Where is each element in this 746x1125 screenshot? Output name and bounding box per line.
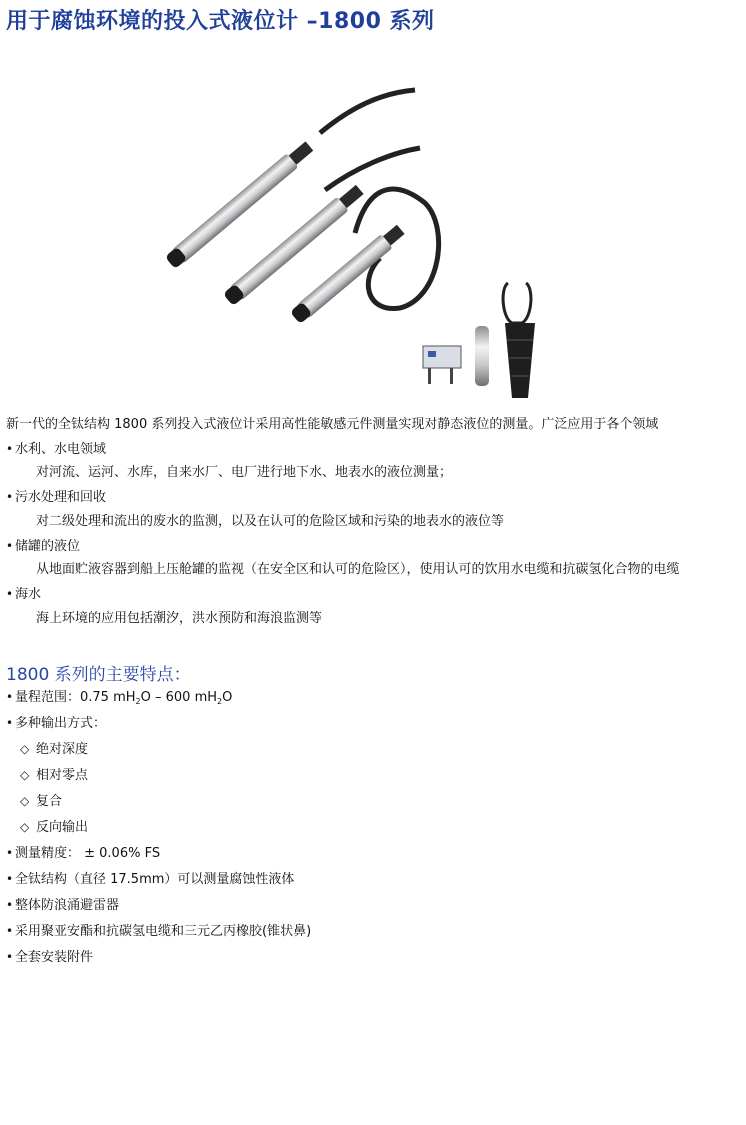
feature-accuracy: • 测量精度： ± 0.06% FS xyxy=(6,845,160,862)
product-photo xyxy=(150,78,570,408)
app-detail-water: 对河流、运河、水库，自来水厂、电厂进行地下水、地表水的液位测量； xyxy=(36,465,453,480)
app-heading-wastewater: • 污水处理和回收 xyxy=(6,489,106,506)
app-heading-sea: • 海水 xyxy=(6,586,41,603)
intro-text: 新一代的全钛结构 1800 系列投入式液位计采用高性能敏感元件测量实现对静态液位的测量。广泛应用于各个领域 xyxy=(6,417,659,432)
app-detail-tank: 从地面贮液容器到船上压舱罐的监视（在安全区和认可的危险区），使用认可的饮用水电缆和抗碳氢化合物的电缆 xyxy=(36,562,680,577)
app-detail-wastewater: 对二级处理和流出的废水的监测，以及在认可的危险区域和污染的地表水的液位等 xyxy=(36,514,505,529)
feature-outputs: • 多种输出方式： xyxy=(6,715,106,732)
app-heading-water: • 水利、水电领域 xyxy=(6,441,106,458)
output-option: ◇ 相对零点 xyxy=(20,768,89,783)
feature-materials: • 采用聚亚安酯和抗碳氢电缆和三元乙丙橡胶(锥状鼻) xyxy=(6,923,311,940)
page-title: 用于腐蚀环境的投入式液位计 –1800 系列 xyxy=(6,9,435,34)
features-title: 1800 系列的主要特点： xyxy=(6,665,191,685)
output-option: ◇ 绝对深度 xyxy=(20,742,89,757)
app-detail-sea: 海上环境的应用包括潮汐，洪水预防和海浪监测等 xyxy=(36,611,323,626)
feature-lightning: • 整体防浪涌避雷器 xyxy=(6,897,119,914)
output-option: ◇ 复合 xyxy=(20,794,63,809)
feature-range: • 量程范围：0.75 $mH_2O - 600$ $mH_2O$ xyxy=(6,689,232,706)
feature-structure: • 全钛结构（直径 17.5mm）可以测量腐蚀性液体 xyxy=(6,871,294,888)
feature-accessories: • 全套安装附件 xyxy=(6,949,93,966)
output-option: ◇ 反向输出 xyxy=(20,820,89,835)
app-heading-tank: • 储罐的液位 xyxy=(6,538,80,555)
